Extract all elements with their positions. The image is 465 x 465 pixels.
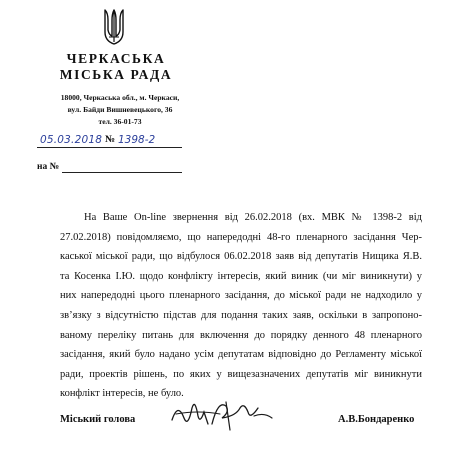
body-line: засідання, який було надано усім депутатам відповідно до Регламенту міської	[60, 349, 422, 361]
registration-number-sign: №	[105, 134, 116, 145]
body-line: ради, проектів рішень, по яких у вищезазначених депутатів міг виникнути	[60, 368, 422, 380]
body-line: зв’язку з відсутністю підстав для подання таких заяв, оскільки в запропоно-	[60, 309, 422, 321]
phone-number: тел. 36-01-73	[98, 117, 142, 126]
body-line: На Ваше On-line звернення від 26.02.2018 (вх. МВК № 1398-2 від	[84, 212, 422, 223]
address-line1: 18000, Черкаська обл., м. Черкаси,	[60, 93, 180, 102]
body-line: та Косенка І.Ю. щодо конфлікту інтересів, який виник (чи міг виникнути) у	[60, 270, 422, 282]
signatory-title: Міський голова	[60, 414, 136, 425]
signatory-name: А.В.Бондаренко	[338, 414, 415, 425]
organization-address	[40, 92, 200, 128]
reference-underline	[62, 172, 182, 173]
body-line: 27.02.2018) повідомляємо, що напередодні 48-го пленарного засідання Чер-	[60, 231, 422, 243]
letter-body	[60, 208, 422, 404]
reference-prefix: на №	[37, 162, 60, 172]
body-line: каської міської ради, що відбулося 06.02.2018 заяв від депутатів Нищика Я.В.	[60, 251, 422, 263]
registration-date: 05.03.2018	[40, 134, 103, 146]
address-line2: вул. Байди Вишневецького, 36	[67, 105, 173, 114]
registration-number: 1398-2	[118, 134, 156, 146]
trident-icon	[102, 8, 126, 46]
organization-name-line2: МІСЬКА РАДА	[59, 67, 173, 82]
organization-name	[56, 51, 176, 83]
organization-name-line1: ЧЕРКАСЬКА	[66, 51, 166, 66]
body-line: ваному переліку питань для включення до порядку денного 48 пленарного	[60, 329, 422, 341]
body-line: них напередодні цього пленарного засідання, до міської ради не надходило у	[60, 290, 422, 302]
handwritten-signature	[168, 394, 278, 434]
body-line: конфлікт інтересів, не було.	[60, 388, 184, 400]
registration-underline	[37, 147, 182, 148]
